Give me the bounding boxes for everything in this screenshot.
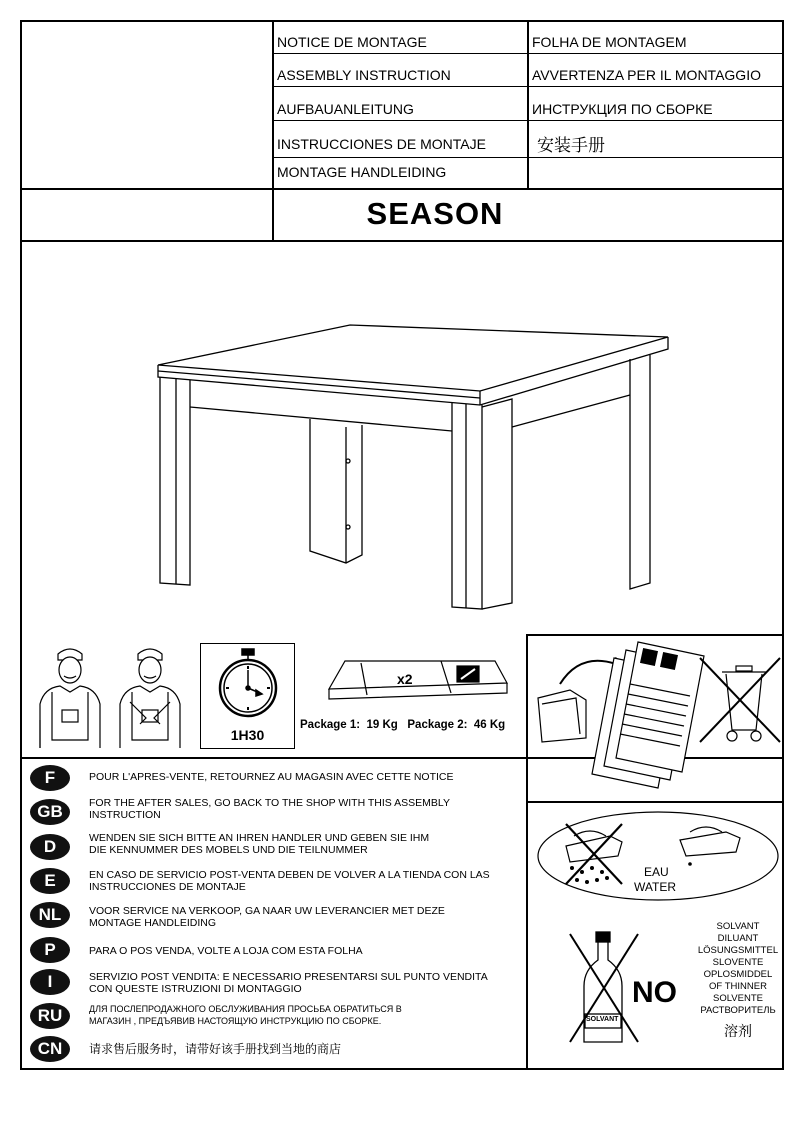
right-mid-rule [526, 801, 784, 803]
solvent-word-fr: SOLVANT [716, 921, 760, 932]
lang-row-cn [22, 1033, 522, 1063]
lang-text-p: PARA O POS VENDA, VOLTE A LOJA COM ESTA FOLHA [89, 945, 363, 957]
lang-text-i: SERVIZIO POST VENDITA: E NECESSARIO PRESENTARSI SUL PUNTO VENDITA CON QUESTE ISTRUZIONI DI MONTAGGIO [89, 971, 488, 995]
header-en: ASSEMBLY INSTRUCTION [277, 67, 451, 83]
worker-right-icon [120, 649, 180, 748]
lang-badge-gb: GB [30, 799, 70, 825]
worker-left-icon [40, 649, 100, 748]
header-it: AVVERTENZA PER IL MONTAGGIO [532, 67, 761, 83]
crossed-bottle-icon [566, 930, 642, 1050]
lang-text-f: POUR L'APRES-VENTE, RETOURNEZ AU MAGASIN AVEC CETTE NOTICE [89, 771, 454, 783]
no-solvent-label: NO [632, 976, 677, 1009]
lang-badge-d: D [30, 834, 70, 860]
lang-row-d [22, 831, 522, 861]
lang-badge-p: P [30, 937, 70, 963]
product-title: SEASON [366, 196, 504, 231]
folder-icon [538, 690, 586, 742]
solvent-word-de: LÖSUNGSMITTEL [697, 945, 779, 956]
solvent-word-es: SOLVENTE [713, 993, 763, 1004]
table-illustration [140, 315, 680, 615]
lang-row-p [22, 934, 522, 964]
lang-badge-i: I [30, 969, 70, 995]
water-label-fr: EAU [644, 865, 669, 879]
header-nl: MONTAGE HANDLEIDING [277, 164, 447, 180]
header-pt: FOLHA DE MONTAGEM [532, 34, 687, 50]
lang-text-d: WENDEN SIE SICH BITTE AN IHREN HANDLER UND GEBEN SIE IHM DIE KENNUMMER DES MOBELS UND DIE TEILNUMMER [89, 832, 430, 856]
right-top-rule [526, 634, 784, 636]
lang-badge-f: F [30, 765, 70, 791]
water-label-en: WATER [634, 880, 676, 894]
package-count: x2 [397, 671, 413, 687]
solvent-word-nl: OPLOSMIDDEL [703, 969, 773, 980]
lang-row-gb [22, 796, 522, 826]
lang-badge-cn: CN [30, 1036, 70, 1062]
title-rule [20, 240, 784, 242]
header-cn: 安装手册 [537, 136, 605, 155]
lang-row-e [22, 865, 522, 895]
arrow-icon [560, 661, 616, 684]
header-fr: NOTICE DE MONTAGE [277, 34, 427, 50]
lang-text-nl: VOOR SERVICE NA VERKOOP, GA NAAR UW LEVERANCIER MET DEZE MONTAGE HANDLEIDING [89, 905, 445, 929]
lang-row-i [22, 966, 522, 996]
solvent-bottle-label: SOLVANT [586, 1016, 619, 1023]
lang-badge-nl: NL [30, 902, 70, 928]
header-de: AUFBAUANLEITUNG [277, 101, 414, 117]
solvent-word-en: OF THINNER [709, 981, 767, 992]
solvent-word-it: SLOVENTE [712, 957, 764, 968]
workers-illustration [30, 640, 200, 750]
time-label: 1H30 [230, 727, 265, 743]
lang-text-ru: ДЛЯ ПОСЛЕПРОДАЖНОГО ОБСЛУЖИВАНИЯ ПРОСЬБА ОБРАТИТЬСЯ В МАГАЗИН , ПРЕДЪЯВИВ НАСТОЯЩУЮ ИНСТРУКЦИЮ ПО СБОРКЕ. [89, 1004, 402, 1026]
right-column-divider [526, 634, 528, 1070]
solvent-word-fr-2: DILUANT [717, 933, 759, 944]
solvent-word-ru: РАСТВОРИТЕЛЬ [700, 1005, 776, 1016]
lang-text-e: EN CASO DE SERVICIO POST-VENTA DEBEN DE VOLVER A LA TIENDA CON LAS INSTRUCCIONES DE MONTAJE [89, 869, 490, 893]
lang-row-ru [22, 1000, 522, 1030]
stopwatch-icon [210, 646, 286, 722]
solvent-words [664, 921, 808, 1037]
header-cell-lines [274, 20, 784, 190]
lang-row-nl [22, 899, 522, 929]
lang-badge-e: E [30, 868, 70, 894]
documents-icon [592, 642, 704, 788]
recycling-illustration [530, 638, 782, 798]
crossed-bin-icon [700, 658, 780, 742]
lang-text-gb: FOR THE AFTER SALES, GO BACK TO THE SHOP WITH THIS ASSEMBLY INSTRUCTION [89, 797, 450, 821]
lang-text-cn: 请求售后服务时，请带好该手册找到当地的商店 [89, 1042, 342, 1056]
header-ru: ИНСТРУКЦИЯ ПО СБОРКЕ [532, 101, 713, 117]
package-icon [325, 655, 525, 707]
lang-row-f [22, 762, 522, 792]
solvent-word-cn: 溶剂 [724, 1023, 752, 1039]
package-weights: Package 1: 19 Kg Package 2: 46 Kg [300, 719, 506, 731]
lang-badge-ru: RU [30, 1003, 70, 1029]
header-es: INSTRUCCIONES DE MONTAJE [277, 136, 486, 152]
